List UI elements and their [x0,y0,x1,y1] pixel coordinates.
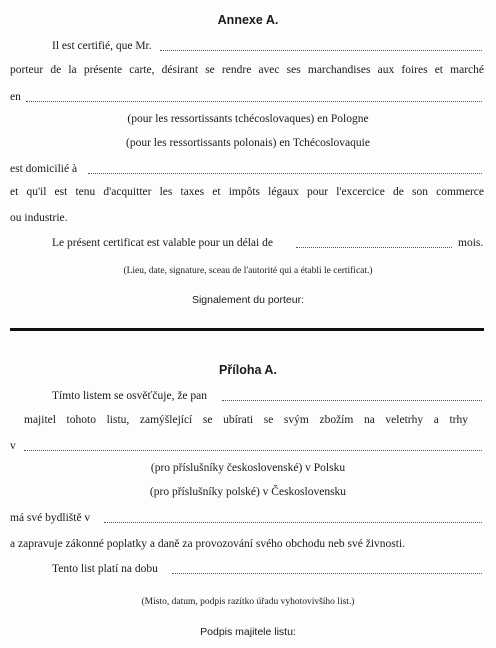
name-field[interactable] [160,50,482,51]
french-line-months: mois. [458,237,484,249]
french-line-industry: ou industrie. [10,212,68,224]
validity-field[interactable] [296,247,452,248]
czech-line-polish-nationals: (pro příslušníky polské) v Československu [149,486,347,498]
french-line-polish-nationals: (pour les ressortissants polonais) en Tchécoslovaquie [126,137,370,149]
czech-line-certified: Tímto listem se osvěťčuje, že pan [52,390,208,402]
french-line-en: en [10,91,21,103]
czech-signature-label: Podpis majitele listu: [200,626,296,638]
french-title: Annexe A. [217,13,279,27]
czech-line-v: v [10,440,16,452]
french-line-bearer: porteur de la présente carte, désirant se rendre avec ses marchandises aux foires et marché [10,64,484,76]
french-line-validity: Le présent certificat est valable pour un délai de [52,237,273,249]
czech-destination-field[interactable] [24,450,482,451]
czech-title: Příloha A. [219,363,277,377]
czech-line-bearer: majitel tohoto listu, zamýšlející se ubírati se svým zbožím na veletrhy a trhy [24,414,468,426]
french-authority-note: (Lieu, date, signature, sceau de l'autorité qui a établi le certificat.) [123,266,373,276]
czech-line-taxes: a zapravuje zákonné poplatky a daně za provozování svého obchodu neb své živnosti. [10,538,406,550]
destination-field[interactable] [26,101,482,102]
czech-domicile-field[interactable] [104,522,482,523]
french-line-certified: Il est certifié, que Mr. [52,40,152,52]
czech-line-domicile: má své bydliště v [10,512,91,524]
section-divider [10,328,484,331]
czech-line-czech-nationals: (pro příslušníky československé) v Polsku [150,462,346,474]
french-line-czech-nationals: (pour les ressortissants tchécoslovaques) en Pologne [127,113,369,125]
czech-line-validity: Tento list platí na dobu [52,563,158,575]
czech-validity-field[interactable] [172,573,482,574]
domicile-field[interactable] [88,173,482,174]
czech-authority-note: (Místo, datum, podpis razítko úřadu vyhotovivšího list.) [141,597,355,607]
french-signature-label: Signalement du porteur: [191,294,305,306]
french-line-domicile: est domicilié à [10,163,78,175]
czech-name-field[interactable] [222,400,482,401]
french-line-taxes: et qu'il est tenu d'acquitter les taxes et impôts légaux pour l'excercice de son commerce [10,186,484,198]
